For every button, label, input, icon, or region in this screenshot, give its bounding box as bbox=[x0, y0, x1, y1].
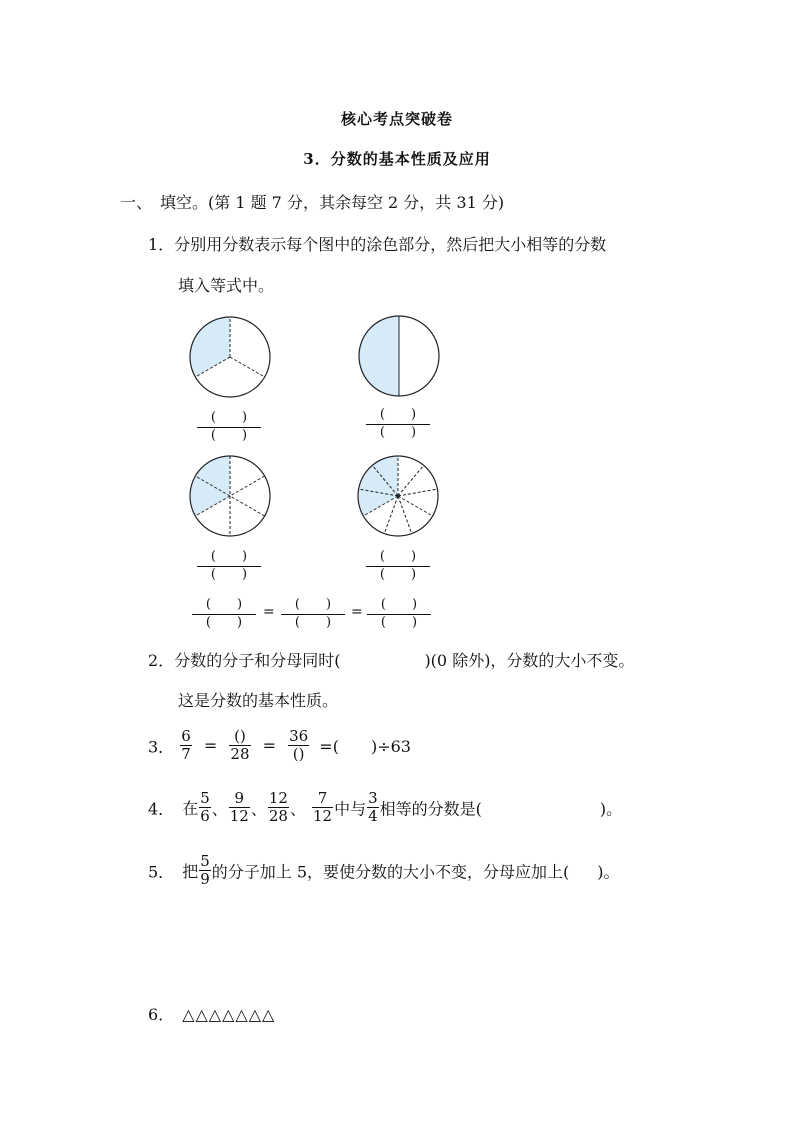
q4-fraction-7-12: $\frac{7}{12}$ bbox=[312, 789, 333, 826]
q6-triangles: △△△△△△△ bbox=[182, 1005, 276, 1024]
q1-number: 1． bbox=[148, 235, 175, 254]
q6-number: 6． bbox=[148, 1005, 175, 1024]
q4-fraction-9-12: $\frac{9}{12}$ bbox=[229, 789, 249, 826]
equality-fraction-2[interactable]: ( ) ( ) bbox=[281, 597, 345, 630]
blank-fraction-4[interactable]: ( ) ( ) bbox=[366, 549, 430, 582]
q4-fraction-5-6: $\frac{5}{6}$ bbox=[200, 789, 210, 826]
q4-line: 4． 在 $\frac{5}{6}$ 、 $\frac{9}{12}$ 、 $\frac{12}{28}$ 、 $\frac{7}{12}$ 中与 $\frac{3}{4}$ 相等的分数是( )。 bbox=[148, 789, 623, 826]
q1-text-line2: 填入等式中。 bbox=[178, 276, 275, 295]
blank-fraction-3[interactable]: ( ) ( ) bbox=[197, 549, 261, 582]
q5-number: 5． bbox=[148, 862, 175, 882]
q1-text-line1 bbox=[148, 232, 606, 255]
equality-fraction-1[interactable]: ( ) ( ) bbox=[192, 597, 256, 630]
q4-prefix: 在 bbox=[182, 799, 199, 819]
q5-fraction-5-9: $\frac{5}{9}$ bbox=[200, 852, 210, 889]
q3-number: 3． bbox=[148, 737, 175, 757]
equals-sign-2: = bbox=[351, 604, 363, 620]
q2-line2: 这是分数的基本性质。 bbox=[178, 691, 339, 710]
equals-sign-1: = bbox=[263, 604, 275, 620]
equality-fraction-3[interactable]: ( ) ( ) bbox=[367, 597, 431, 630]
q2-number: 2． bbox=[148, 651, 175, 670]
circle-sixths bbox=[189, 455, 271, 537]
q3-fraction-3[interactable]: $\frac{36}{()}$ bbox=[289, 727, 309, 764]
q4-mid: 中与 bbox=[334, 799, 367, 819]
q4-number: 4． bbox=[148, 799, 175, 819]
q4-fraction-12-28: $\frac{12}{28}$ bbox=[268, 789, 288, 826]
q2-line1 bbox=[148, 648, 634, 671]
q6-line bbox=[148, 1002, 275, 1025]
sheet-subtitle: 3．分数的基本性质及应用 bbox=[303, 150, 491, 168]
q1-text-a: 分别用分数表示每个图中的涂色部分，然后把大小相等的分数 bbox=[174, 235, 607, 254]
sheet-title: 核心考点突破卷 bbox=[340, 110, 453, 128]
q3-fraction-2[interactable]: $\frac{()}{28}$ bbox=[230, 727, 250, 764]
q3-fraction-1: $\frac{6}{7}$ bbox=[181, 727, 191, 764]
q5-tail-a: 的分子加上 5，要使分数的大小不变，分母应加上( bbox=[211, 862, 570, 882]
q5-tail-b: )。 bbox=[597, 862, 620, 882]
circle-ninths bbox=[357, 455, 439, 537]
q4-tail-b: )。 bbox=[599, 799, 623, 819]
blank-fraction-2[interactable]: ( ) ( ) bbox=[366, 407, 430, 440]
q2-text-b: )(0 除外)，分数的大小不变。 bbox=[424, 651, 635, 670]
q3-equals-2: = bbox=[262, 736, 277, 756]
q3-equals-1: = bbox=[203, 736, 218, 756]
q3-tail[interactable]: =( )÷63 bbox=[319, 737, 411, 757]
q5-prefix: 把 bbox=[182, 862, 199, 882]
circle-halves bbox=[357, 314, 441, 398]
blank-fraction-1[interactable]: ( ) ( ) bbox=[197, 410, 261, 443]
q4-tail-a: 相等的分数是( bbox=[379, 799, 482, 819]
q5-line bbox=[148, 853, 620, 889]
circle-halves-shaded bbox=[359, 316, 399, 396]
circle-thirds bbox=[189, 316, 271, 398]
q4-fraction-3-4: $\frac{3}{4}$ bbox=[368, 789, 378, 826]
q3-line bbox=[148, 728, 411, 764]
q2-text-a: 分数的分子和分母同时( bbox=[174, 651, 341, 670]
section-heading: 一、 填空。(第 1 题 7 分，其余每空 2 分，共 31 分) bbox=[120, 193, 505, 212]
